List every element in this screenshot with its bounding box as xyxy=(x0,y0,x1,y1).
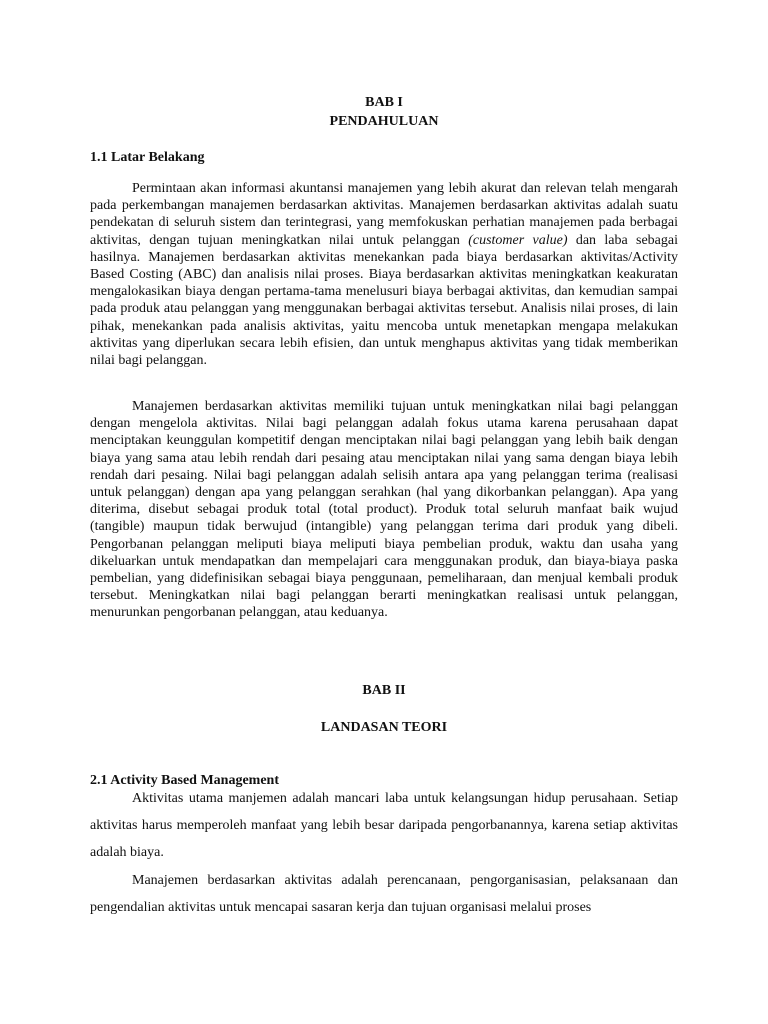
paragraph-2-1-second: Manajemen berdasarkan aktivitas adalah perencanaan, pengorganisasian, pelaksanaan dan pengendalian aktivitas untuk mencapai sasaran kerja dan tujuan organisasi melalui proses xyxy=(90,873,678,916)
section-title-1-1: 1.1 Latar Belakang xyxy=(90,150,205,165)
chapter-title-landasan-teori: LANDASAN TEORI xyxy=(320,720,448,735)
chapter-label-bab-1: BAB I xyxy=(365,95,403,110)
chapter-title-pendahuluan: PENDAHULUAN xyxy=(329,114,439,129)
paragraph-1-1-second: Manajemen berdasarkan aktivitas memiliki tujuan untuk meningkatkan nilai bagi pelanggan dengan mengelola aktivitas. Nilai bagi pelanggan adalah fokus utama karena perusahaan dapat menciptakan keunggulan kompetitif dengan menciptakan nilai bagi pelanggan yang lebih baik dengan biaya yang sama atau lebih rendah dari pesaing atau menciptakan nilai yang sama dengan biaya lebih rendah dari pesaing. Nilai bagi pelanggan adalah selisih antara apa yang pelanggan terima (realisasi untuk pelanggan) dengan apa yang pelanggan serahkan (hal yang dikorbankan pelanggan). Apa yang diterima, disebut sebagai produk total (total product). Produk total seluruh manfaat baik wujud (tangible) maupun tidak berwujud (intangible) yang pelanggan terima dari produk yang dibeli. Pengorbanan pelanggan meliputi biaya meliputi biaya pembelian produk, waktu dan usaha yang dikeluarkan untuk mendapatkan dan mempelajari cara menggunakan produk, dan biaya-biaya paska pembelian, yang didefinisikan sebagai biaya penggunaan, pemeliharaan, dan menjual kembali produk tersebut. Meningkatkan nilai bagi pelanggan berarti meningkatkan realisasi untuk pelanggan, menurunkan pengorbanan pelanggan, atau keduanya. xyxy=(90,399,678,621)
paragraph-1-1-first-part-b: dan laba sebagai hasilnya. Manajemen berdasarkan aktivitas menekankan pada biaya berdasarkan aktivitas/Activity Based Costing (ABC) dan analisis nilai proses. Biaya berdasarkan aktivitas meningkatkan keakuratan mengalokasikan biaya dengan pertama-tama menelusuri biaya berbagai aktivitas, dan kemudian sampai pada produk atau pelanggan yang menggunakan berbagai aktivitas tersebut. Analisis nilai proses, di lain pihak, menekankan pada analisis aktivitas, yaitu mencoba untuk menetapkan mengapa melakukan aktivitas yang diperlukan secara lebih efisien, dan untuk menghapus aktivitas yang tidak memberikan nilai bagi pelanggan. xyxy=(90,232,678,369)
chapter-label-bab-2: BAB II xyxy=(362,683,406,698)
customer-value-term: (customer value) xyxy=(468,232,568,248)
paragraph-1-1-first xyxy=(90,180,678,369)
paragraph-2-1-first: Aktivitas utama manjemen adalah mancari laba untuk kelangsungan hidup perusahaan. Setiap aktivitas harus memperoleh manfaat yang lebih besar daripada pengorbanannya, karena setiap aktivitas adalah biaya. xyxy=(90,791,678,861)
section-title-2-1: 2.1 Activity Based Management xyxy=(90,773,279,788)
paragraph-1-1-first-part-a: Permintaan akan informasi akuntansi manajemen yang lebih akurat dan relevan telah mengarah pada perkembangan manajemen berdasarkan aktivitas. Manajemen berdasarkan aktivitas adalah suatu pendekatan di seluruh sistem dan terintegrasi, yang memfokuskan perhatian manajemen pada berbagai aktivitas, dengan tujuan meningkatkan nilai untuk pelanggan xyxy=(90,181,678,248)
